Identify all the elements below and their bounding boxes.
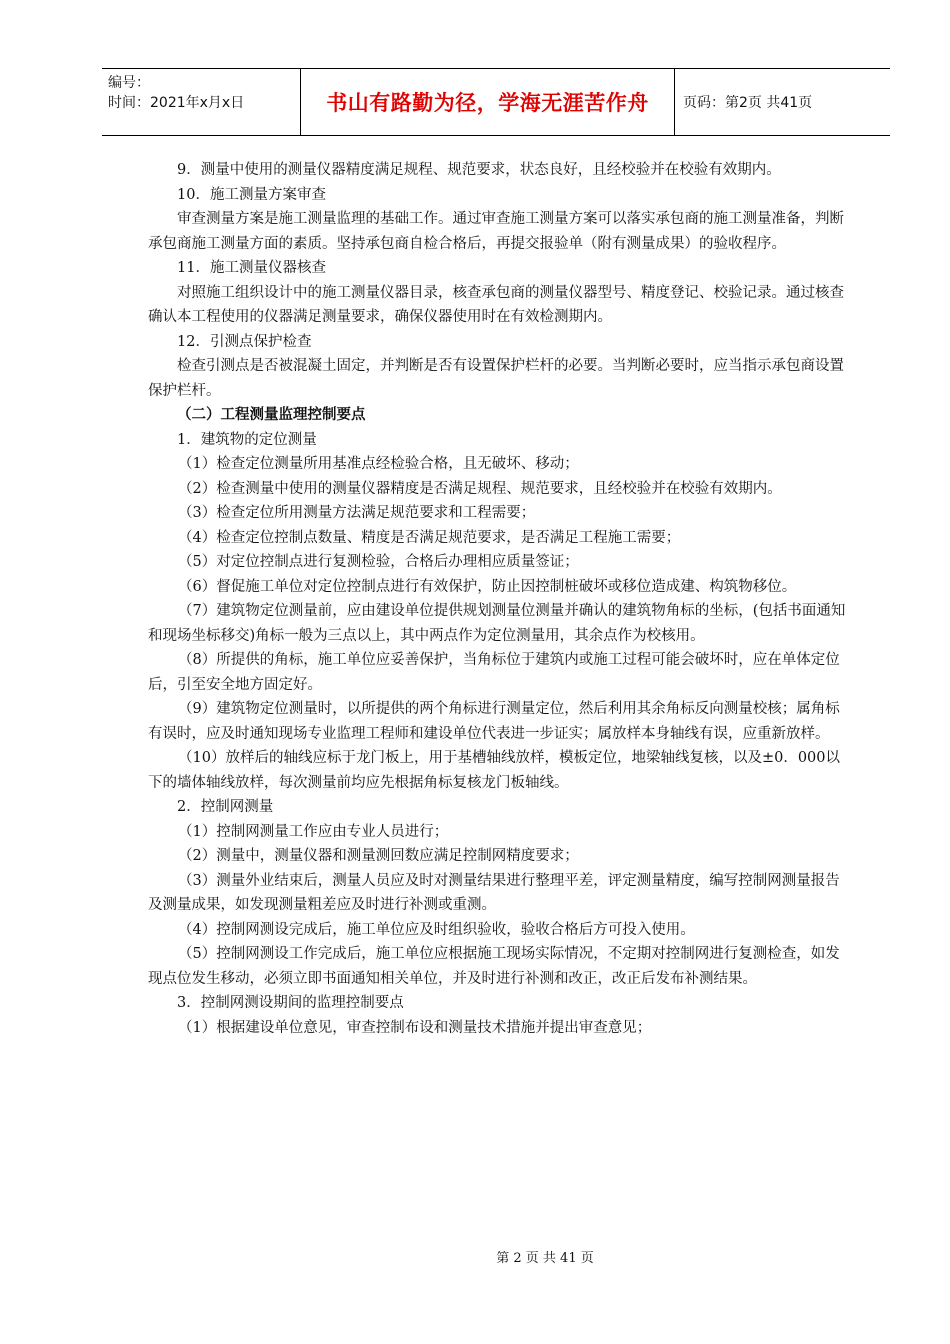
body-paragraph: 3．控制网测设期间的监理控制要点: [177, 995, 404, 1011]
body-paragraph: 9．测量中使用的测量仪器精度满足规程、规范要求，状态良好，且经校验并在校验有效期内。: [177, 162, 781, 178]
body-paragraph: （2）测量中，测量仪器和测量测回数应满足控制网精度要求；: [178, 848, 579, 864]
body-paragraph: （3）检查定位所用测量方法满足规范要求和工程需要；: [178, 505, 536, 521]
section-heading: （二）工程测量监理控制要点: [177, 406, 366, 423]
body-paragraph: （3）测量外业结束后，测量人员应及时对测量结果进行整理平差，评定测量精度，编写控制网测量报告及测量成果，如发现测量粗差应及时进行补测或重测。: [148, 872, 840, 913]
document-time-label: 时间：2021年x月x日: [108, 95, 245, 111]
document-body: [148, 158, 848, 1040]
document-number-label: 编号：: [108, 75, 150, 91]
body-paragraph: 2．控制网测量: [177, 799, 274, 815]
page-header: [102, 68, 890, 136]
body-paragraph: 11．施工测量仪器核查: [177, 260, 326, 276]
body-paragraph: （8）所提供的角标，施工单位应妥善保护，当角标位于建筑内或施工过程可能会破坏时，应在单体定位后，引至安全地方固定好。: [148, 652, 840, 693]
body-paragraph: （1）根据建设单位意见，审查控制布设和测量技术措施并提出审查意见；: [178, 1019, 652, 1036]
body-paragraph: 12．引测点保护检查: [177, 333, 312, 350]
body-paragraph: （2）检查测量中使用的测量仪器精度是否满足规程、规范要求，且经校验并在校验有效期内。: [178, 480, 782, 497]
body-paragraph: （5）控制网测设工作完成后，施工单位应根据施工现场实际情况，不定期对控制网进行复测检查，如发现点位发生移动，必须立即书面通知相关单位，并及时进行补测和改正，改正后发布补测结果。: [148, 946, 840, 987]
header-meta: [102, 69, 301, 135]
body-paragraph: （10）放样后的轴线应标于龙门板上，用于基槽轴线放样，模板定位，地梁轴线复核，以及±0．000以下的墙体轴线放样，每次测量前均应先根据角标复核龙门板轴线。: [148, 750, 840, 791]
body-paragraph: （5）对定位控制点进行复测检验，合格后办理相应质量签证；: [178, 554, 579, 570]
body-paragraph: （9）建筑物定位测量时，以所提供的两个角标进行测量定位，然后利用其余角标反向测量校核；属角标有误时，应及时通知现场专业监理工程师和建设单位代表进一步证实；属放样本身轴线有误，应重新放样。: [148, 701, 840, 742]
page-footer: 第 2 页 共 41 页: [496, 1251, 594, 1266]
body-paragraph: 1．建筑物的定位测量: [177, 431, 317, 448]
body-paragraph: （7）建筑物定位测量前，应由建设单位提供规划测量位测量并确认的建筑物角标的坐标，(包括书面通知和现场坐标移交)角标一般为三点以上，其中两点作为定位测量用，其余点作为校核用。: [148, 603, 846, 644]
body-paragraph: 审查测量方案是施工测量监理的基础工作。通过审查施工测量方案可以落实承包商的施工测量准备，判断承包商施工测量方面的素质。坚持承包商自检合格后，再提交报验单（附有测量成果）的验收程序。: [148, 211, 844, 252]
body-paragraph: 对照施工组织设计中的施工测量仪器目录，核查承包商的测量仪器型号、精度登记、校验记录。通过核查确认本工程使用的仪器满足测量要求，确保仪器使用时在有效检测期内。: [148, 284, 844, 325]
header-page-number: 页码：第2页 共41页: [683, 95, 813, 111]
body-paragraph: 10．施工测量方案审查: [177, 186, 326, 203]
body-paragraph: （6）督促施工单位对定位控制点进行有效保护，防止因控制桩破坏或移位造成建、构筑物移位。: [178, 578, 797, 595]
body-paragraph: （4）控制网测设完成后，施工单位应及时组织验收，验收合格后方可投入使用。: [178, 921, 695, 938]
body-paragraph: （4）检查定位控制点数量、精度是否满足规范要求，是否满足工程施工需要；: [178, 529, 681, 546]
body-paragraph: （1）控制网测量工作应由专业人员进行；: [178, 823, 449, 840]
body-paragraph: （1）检查定位测量所用基准点经检验合格，且无破坏、移动；: [178, 456, 579, 472]
body-paragraph: 检查引测点是否被混凝土固定，并判断是否有设置保护栏杆的必要。当判断必要时，应当指示承包商设置保护栏杆。: [148, 358, 844, 399]
header-motto: 书山有路勤为径，学海无涯苦作舟: [301, 69, 675, 135]
